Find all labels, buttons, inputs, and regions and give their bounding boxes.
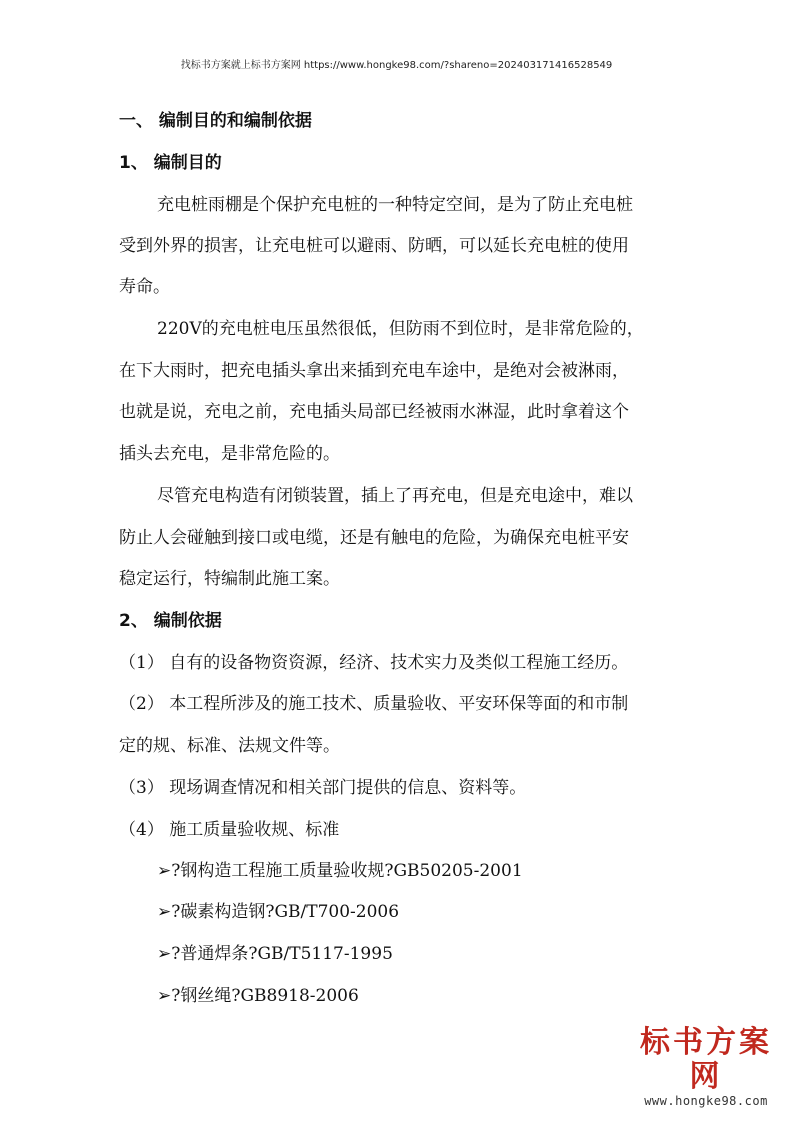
- list-item: （3） 现场调查情况和相关部门提供的信息、资料等。: [119, 778, 527, 798]
- standard-item: ➢?碳素构造钢?GB/T700-2006: [157, 902, 400, 922]
- paragraph-line: 稳定运行，特编制此施工案。: [119, 569, 340, 589]
- watermark-logo: [631, 1026, 781, 1108]
- standard-item: ➢?普通焊条?GB/T5117-1995: [157, 944, 393, 964]
- standard-item: ➢?钢构造工程施工质量验收规?GB50205-2001: [157, 861, 523, 881]
- paragraph-line: 防止人会碰触到接口或电缆，还是有触电的危险，为确保充电桩平安: [119, 528, 629, 548]
- paragraph-line: 也就是说，充电之前，充电插头局部已经被雨水淋湿，此时拿着这个: [119, 402, 629, 422]
- paragraph-line: 寿命。: [119, 277, 170, 297]
- logo-title: 标书方案网: [640, 1025, 772, 1094]
- list-item: （1） 自有的设备物资资源，经济、技术实力及类似工程施工经历。: [119, 653, 629, 673]
- page-header-url: 找标书方案就上标书方案网 https://www.hongke98.com/?shareno=20240317141652854​9: [180, 60, 613, 71]
- list-item: （2） 本工程所涉及的施工技术、质量验收、平安环保等面的和市制: [119, 694, 629, 714]
- paragraph-line: 充电桩雨棚是个保护充电桩的一种特定空间，是为了防止充电桩: [157, 195, 633, 215]
- list-item: （4） 施工质量验收规、标准: [119, 820, 340, 840]
- subsection-heading-1: 1、 编制目的: [119, 153, 222, 173]
- list-item-continuation: 定的规、标准、法规文件等。: [119, 736, 340, 756]
- subsection-heading-2: 2、 编制依据: [119, 611, 222, 631]
- paragraph-line: 受到外界的损害，让充电桩可以避雨、防晒，可以延长充电桩的使用: [119, 236, 629, 256]
- standard-item: ➢?钢丝绳?GB8918-2006: [157, 986, 359, 1006]
- paragraph-line: 尽管充电构造有闭锁装置，插上了再充电，但是充电途中，难以: [157, 486, 633, 506]
- paragraph-line: 220V的充电桩电压虽然很低，但防雨不到位时，是非常危险的，: [157, 319, 644, 339]
- paragraph-line: 插头去充电，是非常危险的。: [119, 444, 340, 464]
- paragraph-line: 在下大雨时，把充电插头拿出来插到充电车途中，是绝对会被淋雨，: [119, 361, 629, 381]
- section-heading-1: 一、 编制目的和编制依据: [119, 111, 312, 131]
- logo-url: www.hongke98.com: [644, 1094, 768, 1108]
